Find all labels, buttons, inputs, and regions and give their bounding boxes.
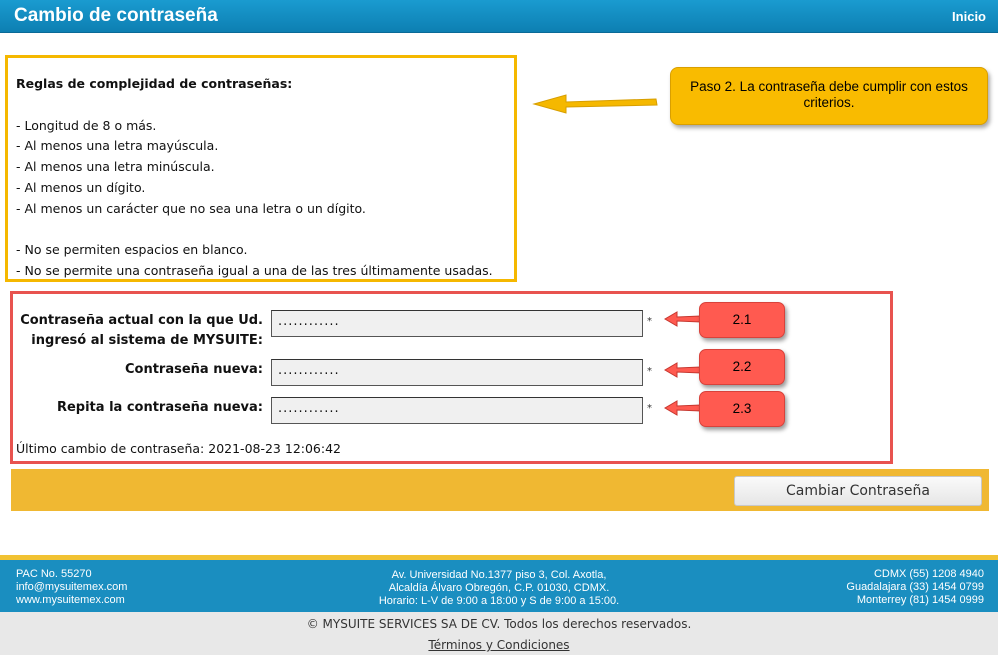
- action-bar: [11, 469, 989, 511]
- rule-item: - No se permite una contraseña igual a una de las tres últimamente usadas.: [16, 263, 493, 279]
- rule-item: - Al menos una letra mayúscula.: [16, 138, 219, 154]
- step-callout: Paso 2. La contraseña debe cumplir con estos criterios.: [670, 67, 988, 125]
- password-rules-box: [5, 55, 517, 282]
- copyright-text: © MYSUITE SERVICES SA DE CV. Todos los derechos reservados.: [306, 617, 692, 631]
- rule-item: - Al menos un carácter que no sea una letra o un dígito.: [16, 200, 366, 216]
- rules-spacer: [16, 95, 514, 116]
- footer-pac: PAC No. 55270: [16, 568, 92, 580]
- rules-title: Reglas de complejidad de contraseñas:: [16, 76, 293, 91]
- step-badge-2-2: 2.2: [699, 349, 785, 385]
- required-mark: *: [647, 403, 652, 414]
- arrow-left-icon: [663, 360, 703, 380]
- repeat-password-label: Repita la contraseña nueva:: [56, 400, 263, 415]
- required-mark: *: [647, 366, 652, 377]
- rule-item: - No se permiten espacios en blanco.: [16, 242, 248, 258]
- arrow-left-icon: [663, 398, 703, 418]
- required-mark: *: [647, 316, 652, 327]
- footer-website[interactable]: www.mysuitemex.com: [16, 594, 125, 606]
- last-change-text: Último cambio de contraseña: 2021-08-23 12:06:42: [16, 441, 341, 456]
- change-password-button[interactable]: Cambiar Contraseña: [734, 476, 982, 506]
- rules-spacer: [16, 220, 514, 241]
- page-title: Cambio de contraseña: [14, 5, 218, 26]
- rule-item: - Longitud de 8 o más.: [16, 117, 157, 133]
- terms-link[interactable]: Términos y Condiciones: [428, 638, 570, 652]
- home-link[interactable]: Inicio: [952, 9, 986, 24]
- footer: [0, 560, 998, 612]
- arrow-left-icon: [663, 309, 703, 329]
- rule-item: - Al menos un dígito.: [16, 179, 146, 195]
- arrow-left-icon: [530, 88, 662, 118]
- current-password-input[interactable]: ............: [271, 310, 643, 337]
- rule-item: - Al menos una letra minúscula.: [16, 159, 215, 175]
- footer-email[interactable]: info@mysuitemex.com: [16, 581, 128, 593]
- step-badge-2-1: 2.1: [699, 302, 785, 338]
- new-password-label: Contraseña nueva:: [124, 362, 263, 377]
- current-password-label: Contraseña actual con la que Ud. ingresó al sistema de MYSUITE:: [20, 313, 263, 348]
- step-badge-2-3: 2.3: [699, 391, 785, 427]
- header-bar: [0, 0, 998, 33]
- footer-phones: CDMX (55) 1208 4940 Guadalajara (33) 1454 0799 Monterrey (81) 1454 0999: [846, 568, 984, 606]
- footer-address: Av. Universidad No.1377 piso 3, Col. Axotla, Alcaldía Álvaro Obregón, C.P. 01030, CDMX. Horario: L-V de 9:00 a 18:00 y S de 9:00 a 15:00.: [378, 569, 620, 607]
- copyright-bar: [0, 612, 998, 655]
- repeat-password-input[interactable]: ............: [271, 397, 643, 424]
- new-password-input[interactable]: ............: [271, 359, 643, 386]
